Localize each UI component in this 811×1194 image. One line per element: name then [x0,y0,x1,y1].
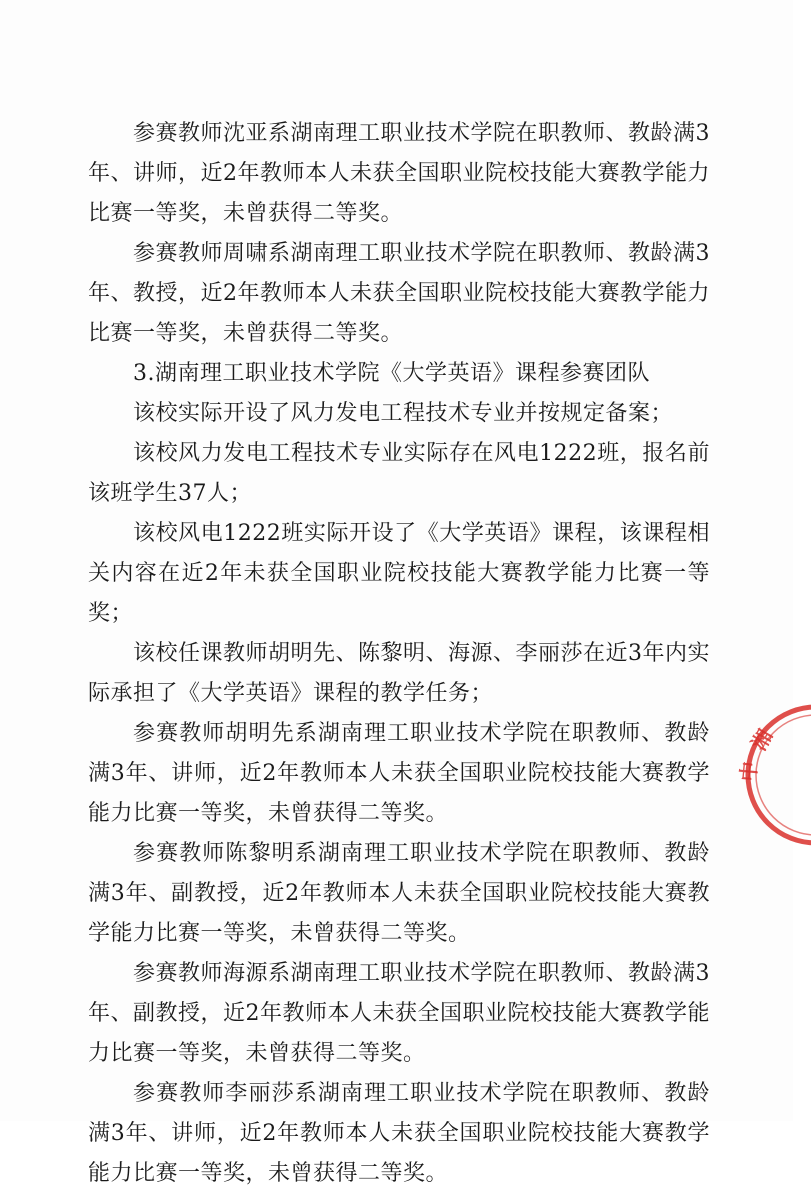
seal-stamp-icon [736,700,811,850]
paragraph-teacher-haiyuan: 参赛教师海源系湖南理工职业技术学院在职教师、教龄满3年、副教授，近2年教师本人未获全国职业院校技能大赛教学能力比赛一等奖，未曾获得二等奖。 [88,961,710,1066]
paragraph-course-offered: 该校风电1222班实际开设了《大学英语》课程，该课程相关内容在近2年未获全国职业院校技能大赛教学能力比赛一等奖； [88,521,710,626]
section-heading-english-team: 3.湖南理工职业技术学院《大学英语》课程参赛团队 [133,361,650,386]
paragraph-teacher-lilisha: 参赛教师李丽莎系湖南理工职业技术学院在职教师、教龄满3年、讲师，近2年教师本人未获全国职业院校技能大赛教学能力比赛一等奖，未曾获得二等奖。 [88,1081,710,1186]
paragraph-teacher-humingxian: 参赛教师胡明先系湖南理工职业技术学院在职教师、教龄满3年、讲师，近2年教师本人未获全国职业院校技能大赛教学能力比赛一等奖，未曾获得二等奖。 [88,721,710,826]
document-body [88,114,710,1194]
official-seal-partial [736,700,811,850]
svg-text:中: 中 [736,760,762,783]
svg-text:湘: 湘 [746,725,778,755]
paragraph-class-students: 该校风力发电工程技术专业实际存在风电1222班，报名前该班学生37人； [88,441,710,506]
paragraph-teacher-zhouxiao: 参赛教师周啸系湖南理工职业技术学院在职教师、教龄满3年、教授，近2年教师本人未获全国职业院校技能大赛教学能力比赛一等奖，未曾获得二等奖。 [88,241,710,346]
paragraph-course-teachers: 该校任课教师胡明先、陈黎明、海源、李丽莎在近3年内实际承担了《大学英语》课程的教学任务； [88,641,710,706]
paragraph-major-setup: 该校实际开设了风力发电工程技术专业并按规定备案； [133,401,674,426]
paragraph-teacher-chenliming: 参赛教师陈黎明系湖南理工职业技术学院在职教师、教龄满3年、副教授，近2年教师本人未获全国职业院校技能大赛教学能力比赛一等奖，未曾获得二等奖。 [88,841,710,946]
paragraph-teacher-shenya: 参赛教师沈亚系湖南理工职业技术学院在职教师、教龄满3年、讲师，近2年教师本人未获全国职业院校技能大赛教学能力比赛一等奖，未曾获得二等奖。 [88,121,710,226]
